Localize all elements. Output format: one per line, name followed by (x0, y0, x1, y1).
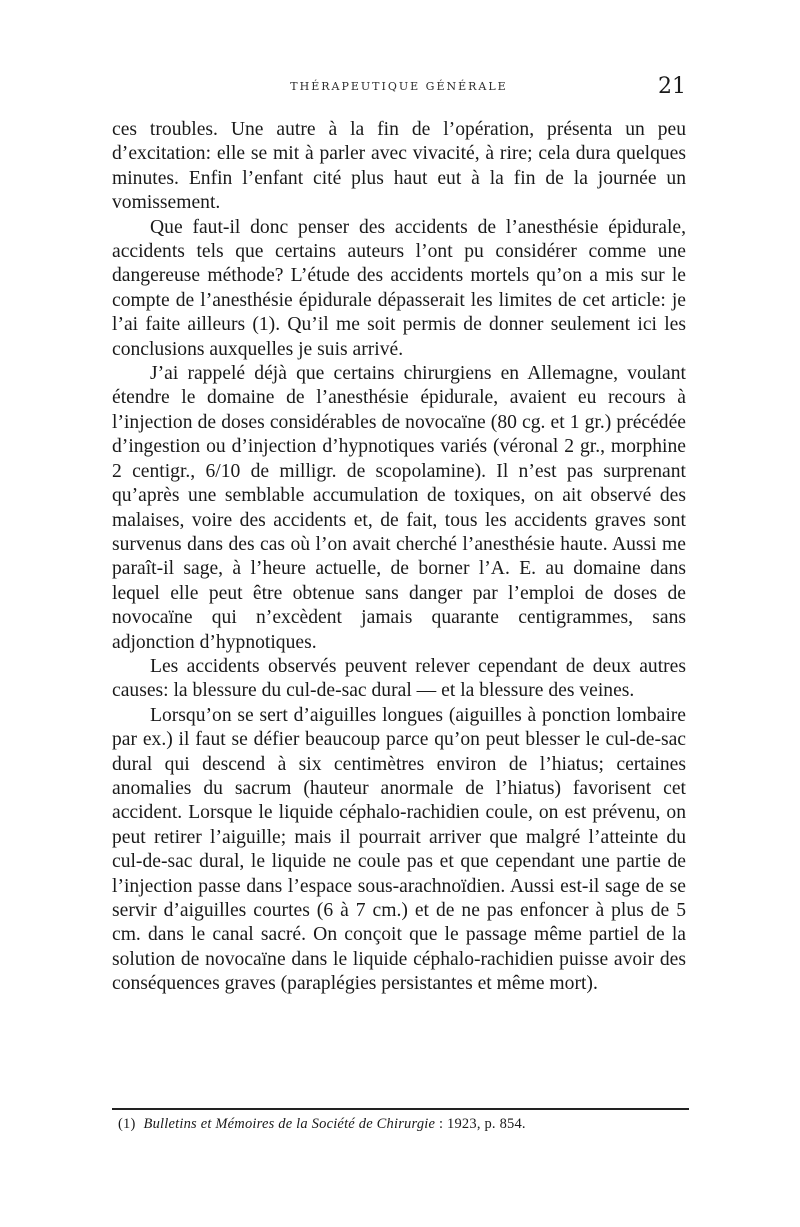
paragraph-5: Lorsqu’on se sert d’aiguilles longues (aiguilles à ponction lombaire par ex.) il faut se défier beaucoup parce qu’on peut blesser le cul-de-sac dural qui descend à six centimètres environ de l’hiatus; certaines anomalies du sacrum (hauteur anormale de l’hiatus) favorisent cet accident. Lorsque le liquide céphalo-rachidien coule, on est prévenu, on peut retirer l’aiguille; mais il pourrait arriver que malgré l’atteinte du cul-de-sac dural, le liquide ne coule pas et que cependant une partie de l’injection passe dans l’espace sous-arachnoïdien. Aussi est-il sage de se servir d’aiguilles courtes (6 à 7 cm.) et de ne pas enfoncer à plus de 5 cm. dans le canal sacré. On conçoit que le passage même partiel de la solution de novocaïne dans le liquide céphalo-rachidien puisse avoir des conséquences graves (paraplégies persistantes et même mort). (112, 704, 686, 995)
paragraph-3: J’ai rappelé déjà que certains chirurgiens en Allemagne, voulant étendre le domaine de l’anesthésie épidurale, avaient eu recours à l’injection de doses considérables de novocaïne (80 cg. et 1 gr.) précédée d’ingestion ou d’injection d’hypnotiques variés (véronal 2 gr., morphine 2 centigr., 6/10 de milligr. de scopolamine). Il n’est pas surprenant qu’après une semblable accumulation de toxiques, on ait observé des malaises, voire des accidents et, de fait, tous les accidents graves sont survenus dans des cas où l’on avait cherché l’anesthésie haute. Aussi me paraît-il sage, à l’heure actuelle, de borner l’A. E. au domaine dans lequel elle peut être obtenue sans danger par l’emploi de doses de novocaïne qui n’excèdent jamais quarante centigrammes, sans adjonction d’hypnotiques. (112, 363, 686, 653)
page-number: 21 (658, 74, 686, 99)
paragraph-1: ces troubles. Une autre à la fin de l’opération, présenta un peu d’excitation: elle se mit à parler avec vivacité, à rire; cela dura quelques minutes. Enfin l’enfant cité plus haut eut à la fin de la journée un vomissement. (112, 119, 686, 214)
paragraph-4: Les accidents observés peuvent relever cependant de deux autres causes: la blessure du cul-de-sac dural — et la blessure des veines. (112, 655, 686, 702)
running-head: THÉRAPEUTIQUE GÉNÉRALE (290, 80, 508, 93)
footnote-source-title: Bulletins et Mémoires de la Société de Chirurgie (143, 1116, 436, 1132)
footnote-number: (1) (118, 1116, 136, 1132)
paragraph-2: Que faut-il donc penser des accidents de l’anesthésie épidurale, accidents tels que certains auteurs l’ont pu considérer comme une dangereuse méthode? L’étude des accidents mortels qu’on a mis sur le compte de l’anesthésie épidurale dépasserait les limites de cet article: je l’ai faite ailleurs (1). Qu’il me soit permis de donner seulement ici les conclusions auxquelles je suis arrivé. (112, 216, 686, 360)
page-header (112, 74, 686, 99)
footnote (112, 1115, 686, 1133)
footnote-details: : 1923, p. 854. (435, 1116, 526, 1132)
body-text (112, 118, 686, 997)
footnote-separator (112, 1108, 689, 1110)
